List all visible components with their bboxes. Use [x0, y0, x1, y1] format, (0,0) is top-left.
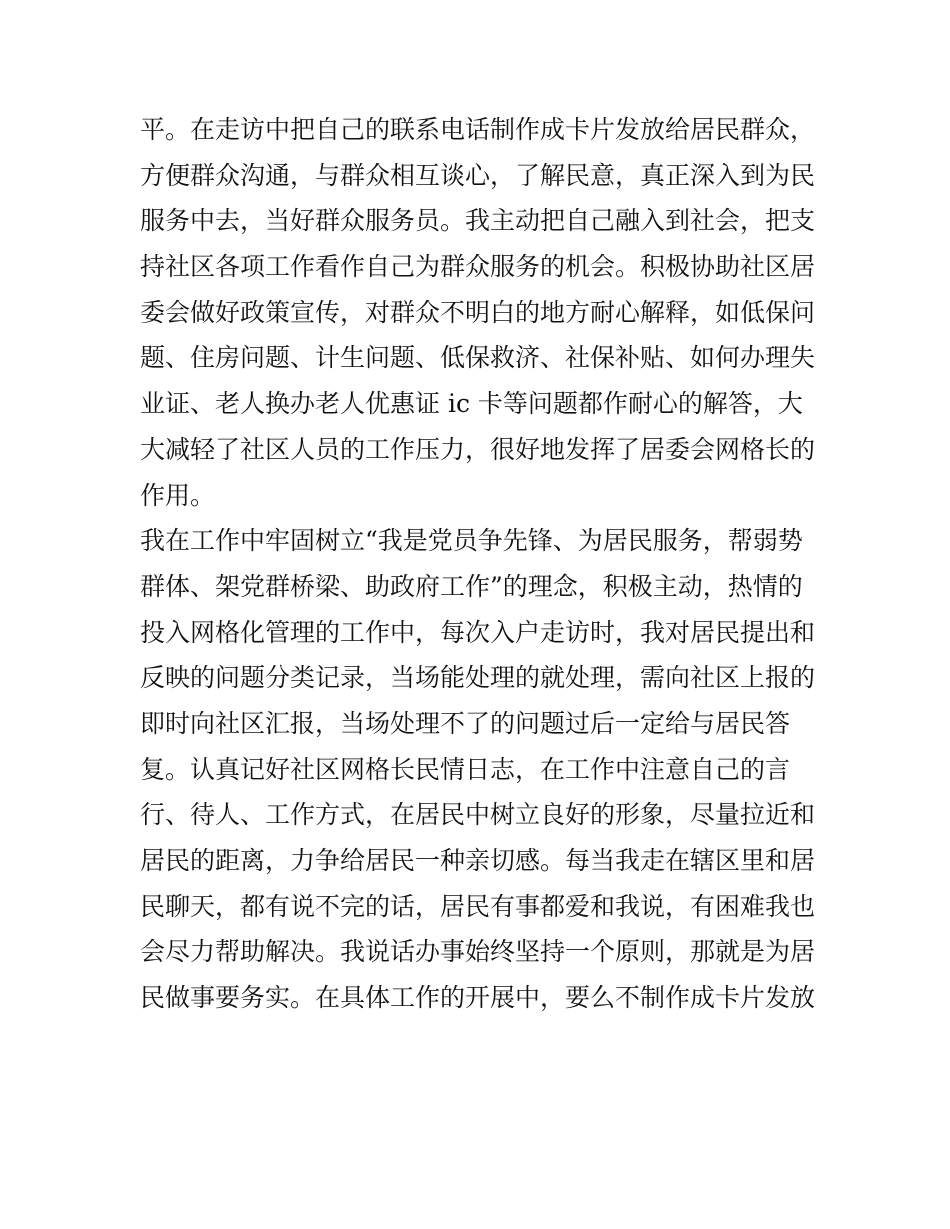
text-line: 作用。	[140, 480, 216, 510]
body-text	[140, 107, 820, 1021]
text-line: 反映的问题分类记录，当场能处理的就处理，需向社区上报的	[140, 663, 816, 693]
text-line: 我在工作中牢固树立“我是党员争先锋、为居民服务，帮弱势	[140, 526, 803, 556]
text-line: 服务中去，当好群众服务员。我主动把自己融入到社会，把支	[140, 206, 816, 236]
text-line: 投入网格化管理的工作中，每次入户走访时，我对居民提出和	[140, 617, 816, 647]
text-line: 题、住房问题、计生问题、低保救济、社保补贴、如何办理失	[140, 343, 816, 373]
text-line: 即时向社区汇报，当场处理不了的问题过后一定给与居民答	[140, 708, 791, 738]
text-line: 民做事要务实。在具体工作的开展中，要么不制作成卡片发放	[140, 983, 816, 1013]
text-line: 复。认真记好社区网格长民情日志，在工作中注意自己的言	[140, 754, 791, 784]
text-line: 委会做好政策宣传，对群众不明白的地方耐心解释，如低保问	[140, 297, 816, 327]
text-line: 平。在走访中把自己的联系电话制作成卡片发放给居民群众，	[140, 115, 816, 144]
text-line: 方便群众沟通，与群众相互谈心，了解民意，真正深入到为民	[140, 160, 816, 190]
text-line: 民聊天，都有说不完的话，居民有事都爱和我说，有困难我也	[140, 891, 816, 921]
text-line: 行、待人、工作方式，在居民中树立良好的形象，尽量拉近和	[140, 800, 816, 830]
text-line: 群体、架党群桥梁、助政府工作”的理念，积极主动，热情的	[140, 571, 803, 601]
text-line: 持社区各项工作看作自己为群众服务的机会。积极协助社区居	[140, 252, 816, 282]
text-line: 大减轻了社区人员的工作压力，很好地发挥了居委会网格长的	[140, 434, 816, 464]
text-line: 会尽力帮助解决。我说话办事始终坚持一个原则，那就是为居	[140, 937, 816, 967]
text-line: 业证、老人换办老人优惠证 ic 卡等问题都作耐心的解答，大	[140, 389, 803, 419]
text-line: 居民的距离，力争给居民一种亲切感。每当我走在辖区里和居	[140, 846, 816, 875]
